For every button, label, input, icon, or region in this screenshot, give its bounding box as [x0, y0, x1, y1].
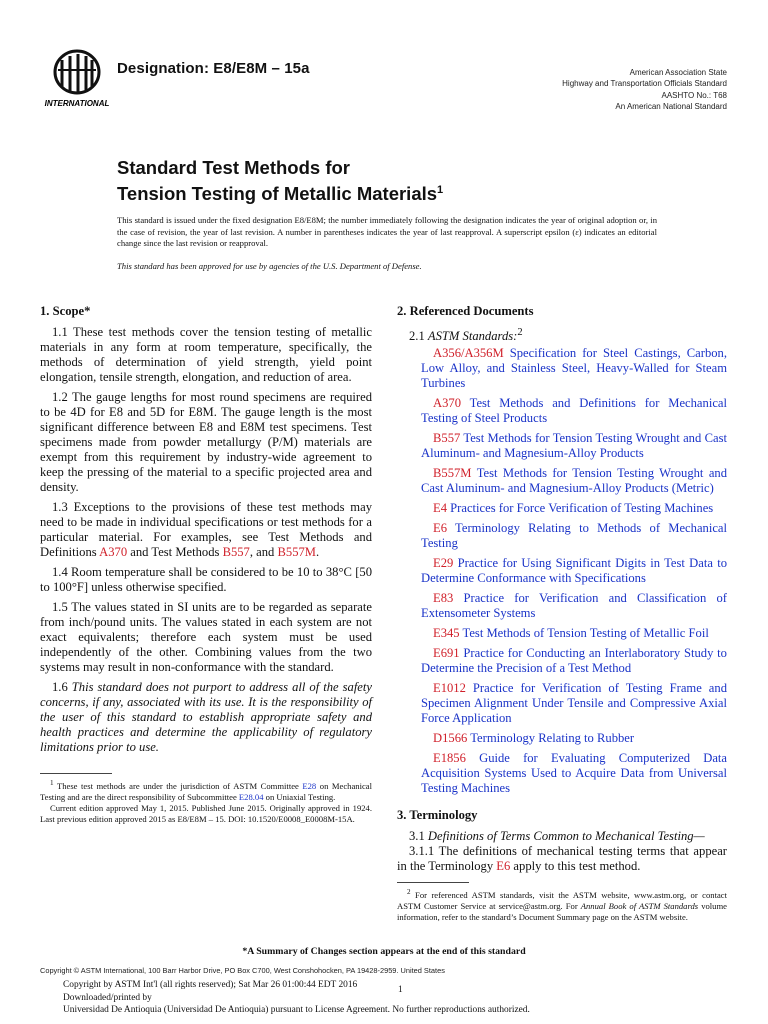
reference-title-link[interactable]: Practice for Verification of Testing Frame and Specimen Alignment Under Tensile and Compressive Axial Force Application	[421, 681, 727, 726]
right-column	[397, 304, 727, 923]
footnote-1: $^1$ These test methods are under the jurisdiction of ASTM Committee E28 on Mechanical Testing and are the direct responsibility of Subcommittee E28.04 on Uniaxial Testing. Current edition approved May 1, 2015. Published June 2015. Originally approved in 1924. Last previous edition approved 2015 as E8/E8M – 15. DOI: 10.1520/E0008_E0008M-15A.	[40, 779, 372, 824]
page-number: 1	[398, 985, 403, 995]
aashto-line: Highway and Transportation Officials Standard	[562, 79, 727, 89]
footnote-divider	[40, 773, 112, 774]
reference-item	[397, 646, 727, 676]
reference-item	[397, 501, 727, 516]
scope-para-1-2: 1.2 The gauge lengths for most round specimens are required to be 4D for E8 and 5D for E8M. The gauge length is the most significant difference between E8 and E8M test specimens. Test specimens made from powder metallurgy (P/M) materials are exempt from this requirement by industry-wide agreement to keep the pressing of the material to a specific projected area and density.	[40, 390, 372, 494]
reference-title-link[interactable]: Test Methods of Tension Testing of Metallic Foil	[462, 626, 709, 641]
summary-of-changes-note: *A Summary of Changes section appears at the end of this standard	[242, 946, 526, 957]
copyright-line: Copyright © ASTM International, 100 Barr Harbor Drive, PO Box C700, West Conshohocken, PA 19428-2959. United States	[40, 966, 445, 975]
reference-item	[397, 626, 727, 641]
reference-title-link[interactable]: Terminology Relating to Methods of Mechanical Testing	[421, 521, 728, 551]
reference-code-link[interactable]: E29	[433, 556, 454, 571]
aashto-line: An American National Standard	[615, 102, 727, 112]
reference-item	[397, 431, 727, 461]
reference-item	[397, 346, 727, 391]
aashto-line: AASHTO No.: T68	[661, 90, 727, 100]
scope-para-1-1: 1.1 These test methods cover the tension testing of metallic materials in any form at room temperature, specifically, the methods of determination of yield strength, yield point elongation, tensile strength, elongation, and reduction of area.	[40, 325, 372, 384]
download-notice	[63, 979, 703, 1017]
aashto-block	[487, 67, 727, 113]
reference-item	[397, 396, 727, 426]
link-e28-04[interactable]: E28.04	[238, 791, 264, 802]
reference-code-link[interactable]: D1566	[433, 731, 468, 746]
reference-title-link[interactable]: Guide for Evaluating Computerized Data Acquisition Systems Used to Acquire Data from Universal Testing Machines	[421, 751, 727, 796]
footnote-1-edition: Current edition approved May 1, 2015. Published June 2015. Originally approved in 1924. Last previous edition approved 2015 as E8/E8M – 15. DOI: 10.1520/E0008_E0008M-15A.	[40, 802, 372, 824]
download-line-1: Copyright by ASTM Int'l (all rights reserved); Sat Mar 26 01:00:44 EDT 2016	[63, 980, 358, 990]
reference-code-link[interactable]: E6	[433, 521, 447, 536]
terminology-para-3-1: 3.1 Definitions of Terms Common to Mechanical Testing—	[409, 829, 705, 844]
reference-title-link[interactable]: Test Methods for Tension Testing Wrought and Cast Aluminum- and Magnesium-Alloy Products (Metric)	[421, 466, 728, 496]
footnote-divider	[397, 882, 469, 883]
reference-title-link[interactable]: Specification for Steel Castings, Carbon, Low Alloy, and Stainless Steel, Heavy-Walled for Steam Turbines	[421, 346, 727, 391]
reference-item	[397, 466, 727, 496]
reference-item	[397, 681, 727, 726]
reference-item	[397, 556, 727, 586]
reference-code-link[interactable]: B557M	[433, 466, 472, 481]
reference-code-link[interactable]: A370	[433, 396, 461, 411]
dod-approval-note: This standard has been approved for use by agencies of the U.S. Department of Defense.	[117, 261, 422, 271]
reference-code-link[interactable]: E345	[433, 626, 460, 641]
designation: Designation: E8/E8M – 15a	[117, 60, 310, 77]
link-e28[interactable]: E28	[302, 780, 317, 791]
reference-title-link[interactable]: Practices for Force Verification of Testing Machines	[450, 501, 714, 516]
logo-wordmark: INTERNATIONAL	[44, 99, 110, 108]
referenced-docs-heading: 2. Referenced Documents	[397, 304, 534, 318]
reference-title-link[interactable]: Test Methods for Tension Testing Wrought and Cast Aluminum- and Magnesium-Alloy Products	[421, 431, 727, 461]
link-b557[interactable]: B557	[222, 545, 250, 559]
astm-standards-subheading: 2.1 ASTM Standards:$^2$	[409, 327, 523, 344]
scope-para-1-3: 1.3 Exceptions to the provisions of these test methods may need to be made in individual specifications or test methods for a particular material. For examples, see Test Methods and Definitions A370 and Test Methods B557, and B557M.	[40, 500, 372, 559]
terminology-para-3-1-1: 3.1.1 The definitions of mechanical testing terms that appear in the Terminology E6 apply to this test method.	[397, 844, 727, 874]
aashto-line: American Association State	[629, 68, 727, 77]
title-footnote-mark: 1	[437, 184, 444, 196]
link-e6-terminology[interactable]: E6	[496, 859, 511, 874]
reference-code-link[interactable]: B557	[433, 431, 461, 446]
reference-item	[397, 521, 727, 551]
reference-code-link[interactable]: E83	[433, 591, 454, 606]
footnote-2: $^2$ For referenced ASTM standards, visit the ASTM website, www.astm.org, or contact ASTM Customer Service at service@astm.org. For Annual Book of ASTM Standards volume information, refer to the standard’s Document Summary page on the ASTM website.	[397, 888, 727, 923]
reference-title-link[interactable]: Practice for Conducting an Interlaboratory Study to Determine the Precision of a Test Method	[421, 646, 727, 676]
download-line-2: Downloaded/printed by	[63, 992, 152, 1003]
reference-item	[397, 731, 727, 746]
issuance-note: This standard is issued under the fixed designation E8/E8M; the number immediately following the designation indicates the year of original adoption or, in the case of revision, the year of last revision. A number in parentheses indicates the year of last reapproval. A superscript epsilon (ε) indicates an editorial change since the last revision or reapproval.	[117, 215, 657, 249]
scope-para-1-5: 1.5 The values stated in SI units are to be regarded as separate from inch/pound units. The values stated in each system are not exact equivalents; therefore each system must be used independently of the other. Combining values from the two systems may result in non-conformance with the standard.	[40, 600, 372, 674]
document-title	[117, 156, 443, 205]
reference-title-link[interactable]: Practice for Verification and Classification of Extensometer Systems	[421, 591, 727, 621]
terminology-heading: 3. Terminology	[397, 808, 478, 823]
reference-title-link[interactable]: Terminology Relating to Rubber	[470, 731, 635, 746]
reference-list	[397, 346, 727, 796]
scope-para-1-6: 1.6 This standard does not purport to address all of the safety concerns, if any, associated with its use. It is the responsibility of the user of this standard to establish appropriate safety and health practices and determine the applicability of regulatory limitations prior to use.	[40, 680, 372, 754]
reference-title-link[interactable]: Practice for Using Significant Digits in Test Data to Determine Conformance with Specifications	[421, 556, 727, 586]
reference-code-link[interactable]: A356/A356M	[433, 346, 504, 361]
reference-code-link[interactable]: E1012	[433, 681, 466, 696]
scope-heading: 1. Scope*	[40, 304, 91, 318]
scope-para-1-4: 1.4 Room temperature shall be considered to be 10 to 38°C [50 to 100°F] unless otherwise specified.	[40, 565, 372, 594]
title-line-2: Tension Testing of Metallic Materials	[117, 183, 438, 205]
astm-logo	[42, 48, 112, 108]
reference-title-link[interactable]: Test Methods and Definitions for Mechanical Testing of Steel Products	[421, 396, 727, 426]
download-line-3: Universidad De Antioquia (Universidad De Antioquia) pursuant to License Agreement. No further reproductions authorized.	[63, 1005, 530, 1016]
reference-item	[397, 591, 727, 621]
title-line-1: Standard Test Methods for	[117, 157, 350, 178]
reference-item	[397, 751, 727, 796]
reference-code-link[interactable]: E4	[433, 501, 447, 516]
link-b557m[interactable]: B557M	[277, 545, 316, 559]
left-column	[40, 304, 372, 825]
link-a370[interactable]: A370	[99, 545, 128, 559]
reference-code-link[interactable]: E1856	[433, 751, 466, 766]
reference-code-link[interactable]: E691	[433, 646, 460, 661]
